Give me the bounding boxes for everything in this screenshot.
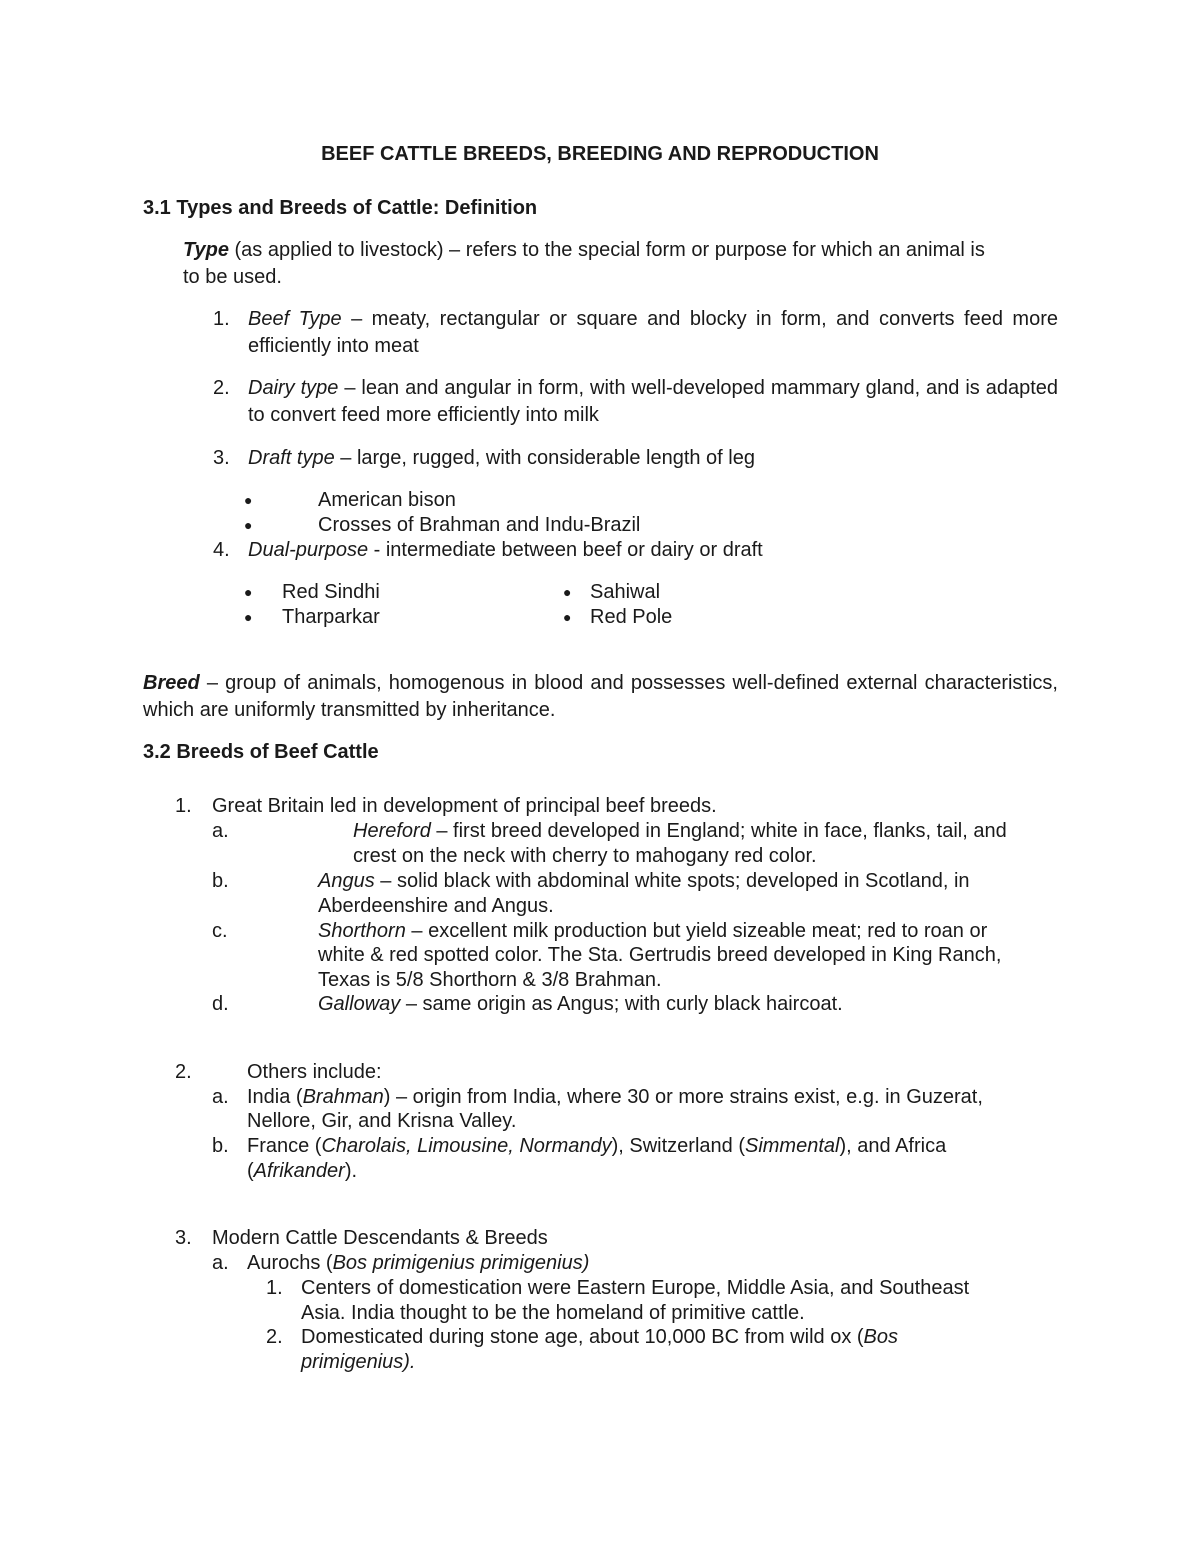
domesticated-line2: primigenius). <box>301 1351 416 1373</box>
galloway-line1: Galloway – same origin as Angus; with curly black haircoat. <box>318 993 843 1015</box>
france-line1: France (Charolais, Limousine, Normandy), Switzerland (Simmental), and Africa <box>247 1135 947 1157</box>
type-term: Type <box>183 239 229 261</box>
breeds-item-3-text: Modern Cattle Descendants & Breeds <box>212 1227 548 1249</box>
hereford-line2: crest on the neck with cherry to mahogany red color. <box>353 845 817 867</box>
angus-line1: Angus – solid black with abdominal white spots; developed in Scotland, in <box>318 870 970 892</box>
dual-example-tharparkar: Tharparkar <box>282 606 380 628</box>
section-heading-3-2: 3.2 Breeds of Beef Cattle <box>143 741 379 763</box>
draft-example-1: American bison <box>318 489 456 511</box>
dual-example-sahiwal: Sahiwal <box>590 581 661 603</box>
breeds-item-1-text: Great Britain led in development of principal beef breeds. <box>212 795 717 817</box>
type-item-dual-purpose: Dual-purpose - intermediate between beef or dairy or draft <box>248 539 763 561</box>
breeds-item-number-2: 2. <box>175 1061 192 1083</box>
sub-letter-c: c. <box>212 920 228 942</box>
domesticated-line1: Domesticated during stone age, about 10,000 BC from wild ox (Bos <box>301 1326 898 1348</box>
draft-example-2: Crosses of Brahman and Indu-Brazil <box>318 514 641 536</box>
india-line2: Nellore, Gir, and Krisna Valley. <box>247 1110 517 1132</box>
breeds-item-2-text: Others include: <box>247 1061 382 1083</box>
shorthorn-line1: Shorthorn – excellent milk production but yield sizeable meat; red to roan or <box>318 920 988 942</box>
shorthorn-line2: white & red spotted color. The Sta. Gertrudis breed developed in King Ranch, <box>318 944 1002 966</box>
sub-letter-a: a. <box>212 1252 229 1274</box>
sub-letter-b: b. <box>212 870 229 892</box>
breed-term: Breed <box>143 672 200 694</box>
type-definition-line1: Type (as applied to livestock) – refers to the special form or purpose for which an animal is <box>183 239 985 261</box>
type-number-4: 4. <box>213 539 230 561</box>
bullet-icon: ● <box>244 584 253 600</box>
angus-line2: Aberdeenshire and Angus. <box>318 895 554 917</box>
type-number-2: 2. <box>213 377 230 399</box>
breed-definition: Breed – group of animals, homogenous in blood and possesses well-defined external characteristics, which are uniformly transmitted by inheritance. <box>143 672 1058 721</box>
bullet-icon: ● <box>563 584 572 600</box>
france-line2: (Afrikander). <box>247 1160 358 1182</box>
dual-example-red-sindhi: Red Sindhi <box>282 581 380 603</box>
type-number-3: 3. <box>213 447 230 469</box>
aurochs-sub-number-1: 1. <box>266 1277 283 1299</box>
india-line1: India (Brahman) – origin from India, where 30 or more strains exist, e.g. in Guzerat, <box>247 1086 983 1108</box>
document-title: BEEF CATTLE BREEDS, BREEDING AND REPRODUCTION <box>321 143 879 165</box>
type-item-draft: Draft type – large, rugged, with considerable length of leg <box>248 447 755 469</box>
sub-letter-a: a. <box>212 1086 229 1108</box>
bullet-icon: ● <box>244 609 253 625</box>
domestication-centers-line1: Centers of domestication were Eastern Europe, Middle Asia, and Southeast <box>301 1277 970 1299</box>
bullet-icon: ● <box>563 609 572 625</box>
type-item-beef: Beef Type – meaty, rectangular or square and blocky in form, and converts feed more efficiently into meat <box>248 308 1058 357</box>
breeds-item-number-3: 3. <box>175 1227 192 1249</box>
breeds-item-number-1: 1. <box>175 795 192 817</box>
sub-letter-a: a. <box>212 820 229 842</box>
type-definition-line2: to be used. <box>183 266 282 288</box>
hereford-line1: Hereford – first breed developed in England; white in face, flanks, tail, and <box>353 820 1007 842</box>
bullet-icon: ● <box>244 492 253 508</box>
type-item-dairy: Dairy type – lean and angular in form, with well-developed mammary gland, and is adapted to convert feed more efficiently into milk <box>248 377 1059 426</box>
sub-letter-d: d. <box>212 993 229 1015</box>
aurochs-sub-number-2: 2. <box>266 1326 283 1348</box>
type-number-1: 1. <box>213 308 230 330</box>
shorthorn-line3: Texas is 5/8 Shorthorn & 3/8 Brahman. <box>318 969 662 991</box>
section-heading-3-1: 3.1 Types and Breeds of Cattle: Definition <box>143 197 538 219</box>
sub-letter-b: b. <box>212 1135 229 1157</box>
domestication-centers-line2: Asia. India thought to be the homeland of primitive cattle. <box>301 1302 805 1324</box>
dual-example-red-pole: Red Pole <box>590 606 673 628</box>
bullet-icon: ● <box>244 517 253 533</box>
aurochs-line: Aurochs (Bos primigenius primigenius) <box>247 1252 590 1274</box>
